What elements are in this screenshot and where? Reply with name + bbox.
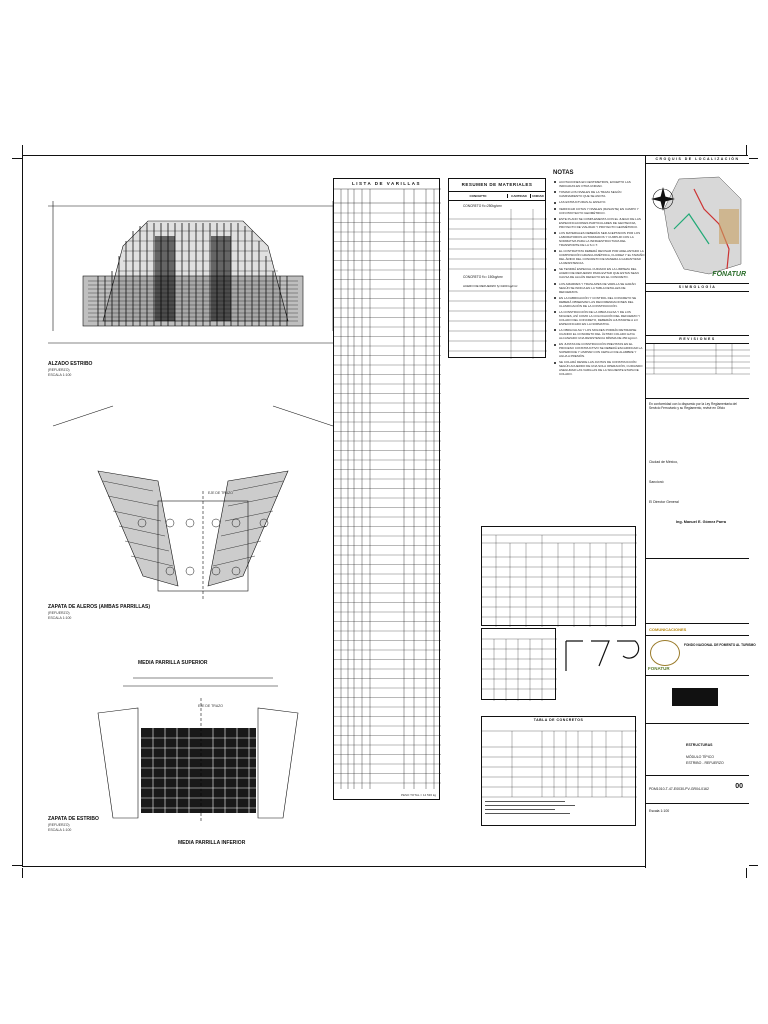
resumen-header-concepto: CONCEPTO <box>469 194 487 198</box>
lista-varillas-grid <box>334 189 441 789</box>
traslapes-table <box>481 628 556 700</box>
revisiones-title: REVISIONES <box>679 337 716 341</box>
fonatur-logo-icon <box>650 640 680 666</box>
plano-row <box>646 776 749 804</box>
firmas-ciudad: Ciudad de México, <box>649 460 678 464</box>
fondo-nacional-text: FONDO NACIONAL DE FOMENTO AL TURISMO <box>684 643 756 647</box>
resumen-header-unidad: UNIDAD <box>530 194 545 198</box>
black-stamp-row <box>646 676 749 724</box>
frame-tick <box>746 145 747 155</box>
zapata-aleros-drawing <box>43 401 343 601</box>
aleros-eje: EJE DE TRAZO <box>208 491 234 495</box>
lista-varillas-footer: PESO TOTAL = 14 536 kg <box>401 793 436 797</box>
resumen-section-1: CONCRETO f'c=250kg/cm² <box>463 204 502 208</box>
ganchos-detail <box>561 636 641 686</box>
estribo-subtitle: (REFUERZO) <box>48 823 70 827</box>
notas-title: NOTAS <box>553 170 574 176</box>
revisiones-header <box>646 336 749 344</box>
plano-number: PDM1010-T-47-E0030-PV-GR04-0162 <box>649 787 709 791</box>
nota-item: LA OBRA FALSA Y LOS MOLDES PODRÁN RETIRARSE CUANDO EL CONCRETO DEL ÚLTIMO COLADO HAYA ALCANZADO UNA RESISTENCIA MÍNIMA DE 250 kg/cm². <box>553 328 645 340</box>
ubicacion-header <box>646 156 749 164</box>
aleros-subtitle: (REFUERZO) <box>48 611 70 615</box>
estribo-scale: ESCALA 1:100 <box>48 828 72 832</box>
nota-item: ACOTACIONES EN CENTIMETROS, EXCEPTO LAS INDICADAS EN OTRA UNIDAD. <box>553 180 645 188</box>
nota-item: EN LA FABRICACIÓN Y CONTROL DEL CONCRETO SE DEBERÁ OBSERVAR LAS RECOMENDACIONES DEL CLASIFICACIÓN DE LA CONSTRUCCIÓN. <box>553 296 645 308</box>
title-block-column <box>645 156 756 868</box>
resumen-section-2b: ACERO DE REFUERZO fy=4200 kg/cm² <box>463 284 518 288</box>
frame-tick <box>22 145 23 155</box>
nota-item: LOS MATERIALES DEBERÁN SER ACEPTADOS POR LOS LABORATORIOS AUTORIZADOS Y CUMPLIR CON LA NORMATIVA PARA LA INFRAESTRUCTURA DEL TRANSPORTE DE LA S.C.T. <box>553 231 645 247</box>
alzado-scale: ESCALA 1:100 <box>48 373 72 377</box>
firmas-ing: Ing. Manuel E. Gómez Parra <box>676 520 727 524</box>
alzado-title: ALZADO ESTRIBO <box>48 361 93 367</box>
firmas-text: En conformidad con lo dispuesto por la Ley Reglamentaria del Servicio Ferroviario y su Reglamento, revisé en Oficio <box>649 402 737 410</box>
simbologia-title: SIMBOLOGÍA <box>678 285 717 289</box>
nota-item: LAS ESTRUCTURAS AL ENSAYO. <box>553 200 645 204</box>
sct-logo: COMUNICACIONES <box>649 627 687 632</box>
firmas-director: El Director General <box>649 500 679 504</box>
frame-tick <box>22 868 23 878</box>
traslapes-grid <box>482 629 557 701</box>
notas-block <box>553 170 645 570</box>
firmas-block <box>646 399 749 559</box>
peninsula-map <box>649 169 747 279</box>
notas-list <box>553 180 645 379</box>
tabla-concretos <box>481 716 636 826</box>
alzado-subtitle: (REFUERZO) <box>48 368 70 372</box>
project-sub2: ESTRIBO - REFUERZO <box>686 761 724 765</box>
frame-tick <box>748 865 758 866</box>
lista-varillas-table <box>333 178 440 800</box>
nota-item: SE COLARÁ DESDE LAS JUNTAS DE CONSTRUCCIÓN SEGÚN ACUERDO DE UNA SOLA OPERACIÓN, CUIDANDO ASEGURAR LAS VARILLAS DE LA SIGUIENTE ETAPA DE COLADO. <box>553 360 645 376</box>
nota-item: LA CONSTRUCCIÓN DE LA OBRA FALSA Y DE LOS MOLDES, ASÍ COMO LA COLOCACIÓN DEL REFUERZO Y COLADO DEL CONCRETO, DEBERÁN AJUSTARSE A LO ESPECIFICADO EN LA NORMATIVA. <box>553 310 645 326</box>
resumen-materiales-table <box>448 178 546 358</box>
nota-item: ESTE PLANO SE COMPLEMENTA CON EL JUEGO DE LAS ESPECIFICACIONES PARTICULARES DE GEOTECNIA, PROYECTO DE VIALIDAD Y PROYECTO GEOMÉTRICO. <box>553 217 645 229</box>
resumen-section-2: CONCRETO f'c= 150kg/cm² <box>463 275 503 279</box>
frame-tick <box>12 865 22 866</box>
nota-item: LOS AMARRES Y TRASLAPES DE VARILLA SE HARÁN SEGÚN SE INDICA EN LA TABLA DETALLES DE REFUERZOS. <box>553 282 645 294</box>
nota-item: VERIFICAR COTAS Y NIVELES (RASANTE) EN CAMPO Y CON PROYECTO GEOMÉTRICO. <box>553 207 645 215</box>
nota-item: EN JUNTAS DE CONSTRUCCIÓN PREVISTAS EN EL PROCESO CONSTRUCTIVO SE DEBERÁ ESCARIFICAR LA SUPERFICIE Y LIMPIAR CON CEPILLO DE ALAMBRE Y AGUA A PRESIÓN. <box>553 342 645 358</box>
aleros-title: ZAPATA DE ALEROS (AMBAS PARRILLAS) <box>48 604 151 610</box>
escala-text: Escala 1:100 <box>649 809 670 813</box>
detalle-grid <box>482 527 637 627</box>
resumen-grid <box>449 209 547 359</box>
resumen-header-cantidad: CANTIDAD <box>507 194 530 198</box>
aleros-scale: ESCALA 1:100 <box>48 616 72 620</box>
frame-tick <box>748 158 758 159</box>
nota-item: SE TENDRÁ ESPECIAL CUIDADO EN LA LIMPIEZA DEL ACERO DE REFUERZO PARA EVITAR QUE ESTAS SEAN CAUSA DE ALGÚN DEFECTO EN EL CONCRETO. <box>553 267 645 279</box>
frame-tick <box>12 158 22 159</box>
nota-item: EL CONTRATISTA DEBERÁ REVISAR POR ADELANTADO LA COMPOSICIÓN GRANULOMÉTRICA, FLUIDEZ Y EL TAMAÑO DEL ÁRIDO DEL CONCRETO DE MANERA A GARANTIZAR LA RESISTENCIA. <box>553 249 645 265</box>
project-name: ESTRUCTURAS <box>686 743 713 747</box>
tabla-concretos-title: TABLA DE CONCRETOS <box>533 718 584 722</box>
revisiones-grid <box>646 344 750 399</box>
alzado-estribo-drawing <box>43 181 343 351</box>
fonatur-row <box>646 636 756 676</box>
media-parrilla-inferior: MEDIA PARRILLA INFERIOR <box>178 840 246 846</box>
nota-item: TOMAR LOS NIVELES DE LA TRAZA SEGÚN CAMINAMIENTO QUE SE ANOTA. <box>553 190 645 198</box>
estribo-title: ZAPATA DE ESTRIBO <box>48 816 99 822</box>
detalle-anclaje-table <box>481 526 636 626</box>
stamp-box <box>672 688 718 706</box>
lista-varillas-title: LISTA DE VARILLAS <box>352 181 421 186</box>
drawing-sheet <box>22 155 756 867</box>
sct-row <box>646 624 749 636</box>
resumen-title: RESUMEN DE MATERIALES <box>461 182 533 187</box>
project-row <box>646 724 749 776</box>
revision-number: 00 <box>735 783 743 790</box>
escala-row <box>646 804 749 818</box>
ubicacion-title: CROQUIS DE LOCALIZACIÓN <box>655 157 740 161</box>
tren-maya-logo: FONATUR <box>712 271 746 278</box>
project-subtitle: MÓDULO TÍPICO <box>686 755 714 759</box>
estribo-eje: EJE DE TRAZO <box>198 704 224 708</box>
tabla-concretos-grid <box>482 725 637 820</box>
media-parrilla-superior: MEDIA PARRILLA SUPERIOR <box>138 660 208 666</box>
location-map <box>646 164 749 284</box>
simbologia-header <box>646 284 749 292</box>
blank-cell <box>646 559 749 624</box>
firmas-sanciona: Sancionó <box>649 480 664 484</box>
fonatur-logo-text: FONATUR <box>648 666 670 671</box>
frame-tick <box>746 868 747 878</box>
simbologia-body <box>646 292 749 336</box>
zapata-estribo-drawing <box>83 668 313 828</box>
revisiones-table <box>646 344 749 399</box>
